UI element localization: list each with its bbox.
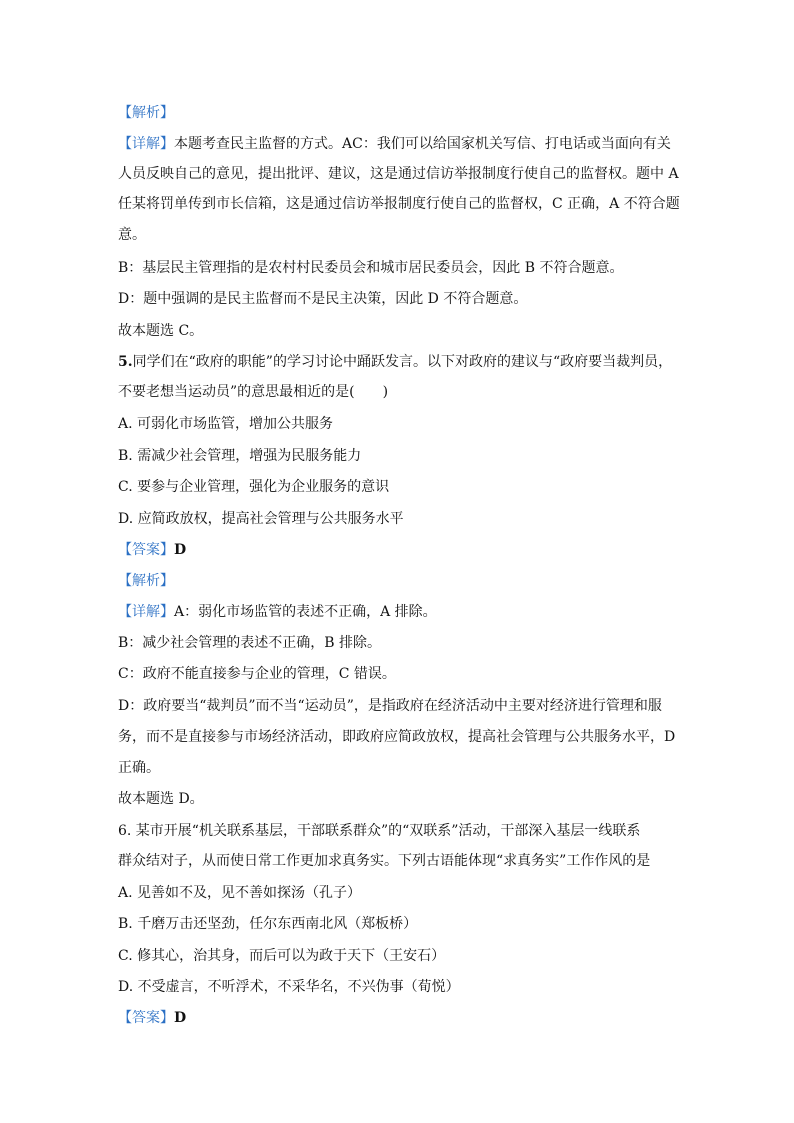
q5-conclusion: 故本题选 D。	[118, 791, 204, 807]
q5-stem-line-1	[118, 353, 672, 371]
q5-detail-b: B：减少社会管理的表述不正确，B 排除。	[118, 635, 382, 651]
answer-tag: 【答案】	[118, 1010, 174, 1026]
q4-line-d: D：题中强调的是民主监督而不是民主决策，因此 D 不符合题意。	[118, 291, 528, 307]
q5-option-c: C. 要参与企业管理，强化为企业服务的意识	[118, 479, 390, 495]
q5-option-d: D. 应简政放权，提高社会管理与公共服务水平	[118, 511, 404, 527]
q5-option-b: B. 需减少社会管理，增强为民服务能力	[118, 448, 362, 464]
detail-tag: 【详解】	[118, 136, 174, 152]
q5-detail-a-line	[118, 603, 437, 621]
q6-option-a: A. 见善如不及，见不善如探汤（孔子）	[118, 885, 362, 901]
analysis-tag: 【解析】	[118, 105, 174, 121]
q4-detail-text-1: 本题考查民主监督的方式。AC：我们可以给国家机关写信、打电话或当面向有关	[174, 136, 671, 152]
q6-answer-line	[118, 1009, 186, 1027]
q5-answer-line	[118, 541, 186, 559]
q4-detail-line-1	[118, 135, 671, 153]
q4-detail-line-3: 任某将罚单传到市长信箱，这是通过信访举报制度行使自己的监督权，C 正确，A 不符合题	[118, 196, 680, 212]
q4-line-b: B：基层民主管理指的是农村村民委员会和城市居民委员会，因此 B 不符合题意。	[118, 260, 624, 276]
q4-conclusion: 故本题选 C。	[118, 323, 204, 339]
q5-detail-c: C：政府不能直接参与企业的管理，C 错误。	[118, 666, 396, 682]
answer-tag: 【答案】	[118, 542, 174, 558]
q6-option-d: D. 不受虚言，不听浮术，不采华名，不兴伪事（荀悦）	[118, 979, 460, 995]
q6-stem-line-2: 群众结对子，从而使日常工作更加求真务实。下列古语能体现“求真务实”工作作风的是	[118, 853, 651, 869]
q5-option-a: A. 可弱化市场监管，增加公共服务	[118, 416, 334, 432]
q5-detail-d-line-2: 务，而不是直接参与市场经济活动，即政府应简政放权，提高社会管理与公共服务水平，D	[118, 729, 676, 745]
q4-detail-line-4: 意。	[118, 227, 146, 243]
q5-stem-text-1: 同学们在“政府的职能”的学习讨论中踊跃发言。以下对政府的建议与“政府要当裁判员，	[132, 354, 673, 370]
analysis-tag: 【解析】	[118, 573, 174, 589]
q6-answer: D	[174, 1010, 187, 1026]
q5-number: 5.	[118, 354, 133, 370]
q5-answer: D	[174, 542, 187, 558]
q6-stem-line-1: 6. 某市开展“机关联系基层，干部联系群众”的“双联系”活动，干部深入基层一线联系	[118, 823, 641, 839]
q5-detail-d-line-3: 正确。	[118, 760, 160, 776]
q5-detail-d-line-1: D：政府要当“裁判员”而不当“运动员”，是指政府在经济活动中主要对经济进行管理和服	[118, 698, 662, 714]
q6-option-c: C. 修其心，治其身，而后可以为政于天下（王安石）	[118, 948, 446, 964]
detail-tag: 【详解】	[118, 604, 174, 620]
q5-stem-line-2: 不要老想当运动员”的意思最相近的是( )	[118, 384, 389, 400]
q6-option-b: B. 千磨万击还坚劲，任尔东西南北风（郑板桥）	[118, 916, 418, 932]
q4-detail-line-2: 人员反映自己的意见，提出批评、建议，这是通过信访举报制度行使自己的监督权。题中 A	[118, 166, 679, 182]
q5-detail-a: A：弱化市场监管的表述不正确，A 排除。	[174, 604, 437, 620]
